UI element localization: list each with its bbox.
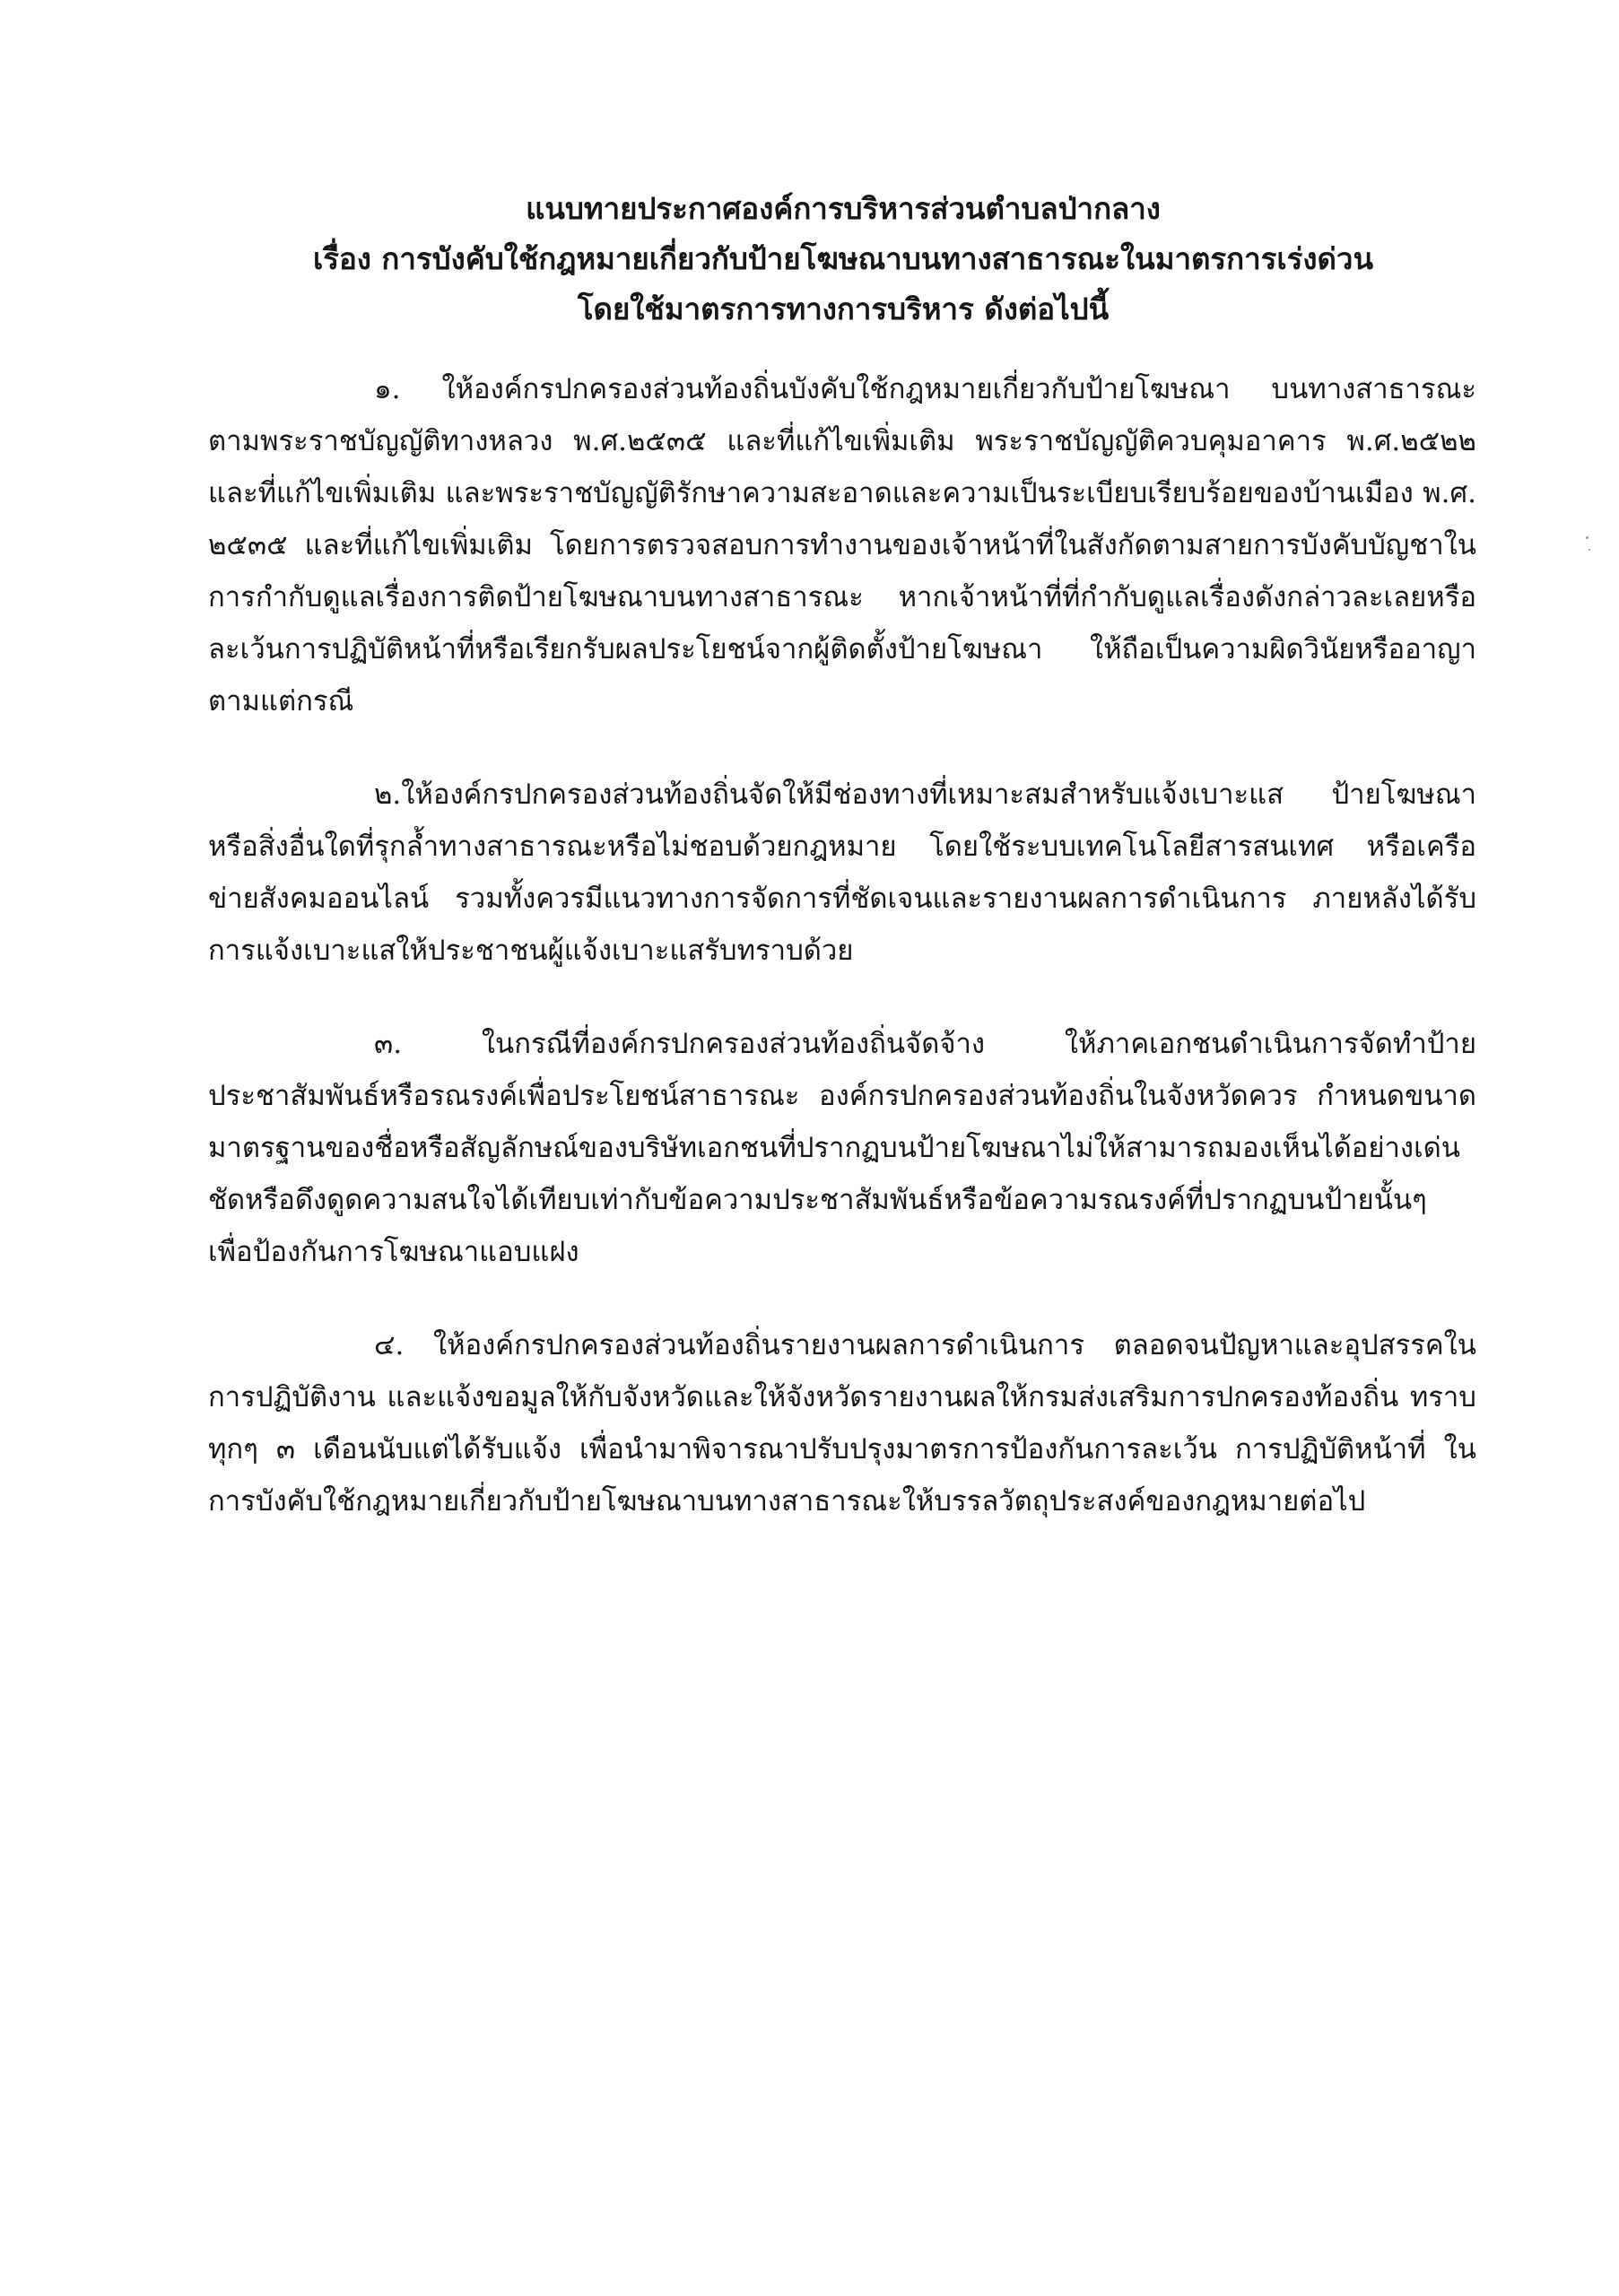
paragraph-1: ๑. ให้องค์กรปกครองส่วนท้องถิ่นบังคับใช้กฎหมายเกี่ยวกับป้ายโฆษณา บนทางสาธารณะ ตามพระราชบัญญัติทางหลวง พ.ศ.๒๕๓๕ และที่แก้ไขเพิ่มเติม พระราชบัญญัติควบคุมอาคาร พ.ศ.๒๕๒๒ และที่แก้ไขเพิ่มเติม และพระราชบัญญัติรักษาความสะอาดและความเป็นระเบียบเรียบร้อยของบ้านเมือง พ.ศ. ๒๕๓๕ และที่แก้ไขเพิ่มเติม โดยการตรวจสอบการทำงานของเจ้าหน้าที่ในสังกัดตามสายการบังคับบัญชาในการกำกับดูแลเรื่องการติดป้ายโฆษณาบนทางสาธารณะ หากเจ้าหน้าที่ที่กำกับดูแลเรื่องดังกล่าวละเลยหรือละเว้นการปฏิบัติหน้าที่หรือเรียกรับผลประโยชน์จากผู้ติดตั้งป้ายโฆษณา ให้ถือเป็นความผิดวินัยหรืออาญาตามแต่กรณี xyxy=(208,373,1476,718)
paragraph-2: ๒.ให้องค์กรปกครองส่วนท้องถิ่นจัดให้มีช่องทางที่เหมาะสมสำหรับแจ้งเบาะแส ป้ายโฆษณาหรือสิ่งอื่นใดที่รุกล้ำทางสาธารณะหรือไม่ชอบด้วยกฎหมาย โดยใช้ระบบเทคโนโลยีสารสนเทศ หรือเครือข่ายสังคมออนไลน์ รวมทั้งควรมีแนวทางการจัดการที่ชัดเจนและรายงานผลการดำเนินการ ภายหลังได้รับการแจ้งเบาะแสให้ประชาชนผู้แจ้งเบาะแสรับทราบด้วย xyxy=(208,778,1476,967)
scan-speck xyxy=(1589,549,1590,551)
paragraph-4: ๔. ให้องค์กรปกครองส่วนท้องถิ่นรายงานผลการดำเนินการ ตลอดจนปัญหาและอุปสรรคในการปฏิบัติงาน และแจ้งขอมูลให้กับจังหวัดและให้จังหวัดรายงานผลให้กรมส่งเสริมการปกครองท้องถิ่น ทราบทุกๆ ๓ เดือนนับแต่ได้รับแจ้ง เพื่อนำมาพิจารณาปรับปรุงมาตรการป้องกันการละเว้น การปฏิบัติหน้าที่ ในการบังคับใช้กฎหมายเกี่ยวกับป้ายโฆษณาบนทางสาธารณะให้บรรลวัตถุประสงค์ของกฎหมายต่อไป xyxy=(208,1329,1476,1518)
title-line-attachment: แนบทายประกาศองค์การบริหารส่วนตำบลป่ากลาง xyxy=(526,191,1161,226)
title-line-measures: โดยใช้มาตรการทางการบริหาร ดังต่อไปนี้ xyxy=(577,291,1110,326)
document-body xyxy=(208,363,1476,1569)
scan-speck xyxy=(1586,536,1589,539)
title-line-subject: เรื่อง การบังคับใช้กฎหมายเกี่ยวกับป้ายโฆษณาบนทางสาธารณะในมาตรการเร่งด่วน xyxy=(312,241,1374,276)
paragraph-3: ๓. ในกรณีที่องค์กรปกครองส่วนท้องถิ่นจัดจ้าง ให้ภาคเอกชนดำเนินการจัดทำป้ายประชาสัมพันธ์หรือรณรงค์เพื่อประโยชน์สาธารณะ องค์กรปกครองส่วนท้องถิ่นในจังหวัดควร กำหนดขนาดมาตรฐานของชื่อหรือสัญลักษณ์ของบริษัทเอกชนที่ปรากฏบนป้ายโฆษณาไม่ให้สามารถมองเห็นได้อย่างเด่นชัดหรือดึงดูดความสนใจได้เทียบเท่ากับข้อความประชาสัมพันธ์หรือข้อความรณรงค์ที่ปรากฏบนป้ายนั้นๆ เพื่อป้องกันการโฆษณาแอบแฝง xyxy=(208,1028,1476,1268)
document-header xyxy=(206,184,1480,335)
